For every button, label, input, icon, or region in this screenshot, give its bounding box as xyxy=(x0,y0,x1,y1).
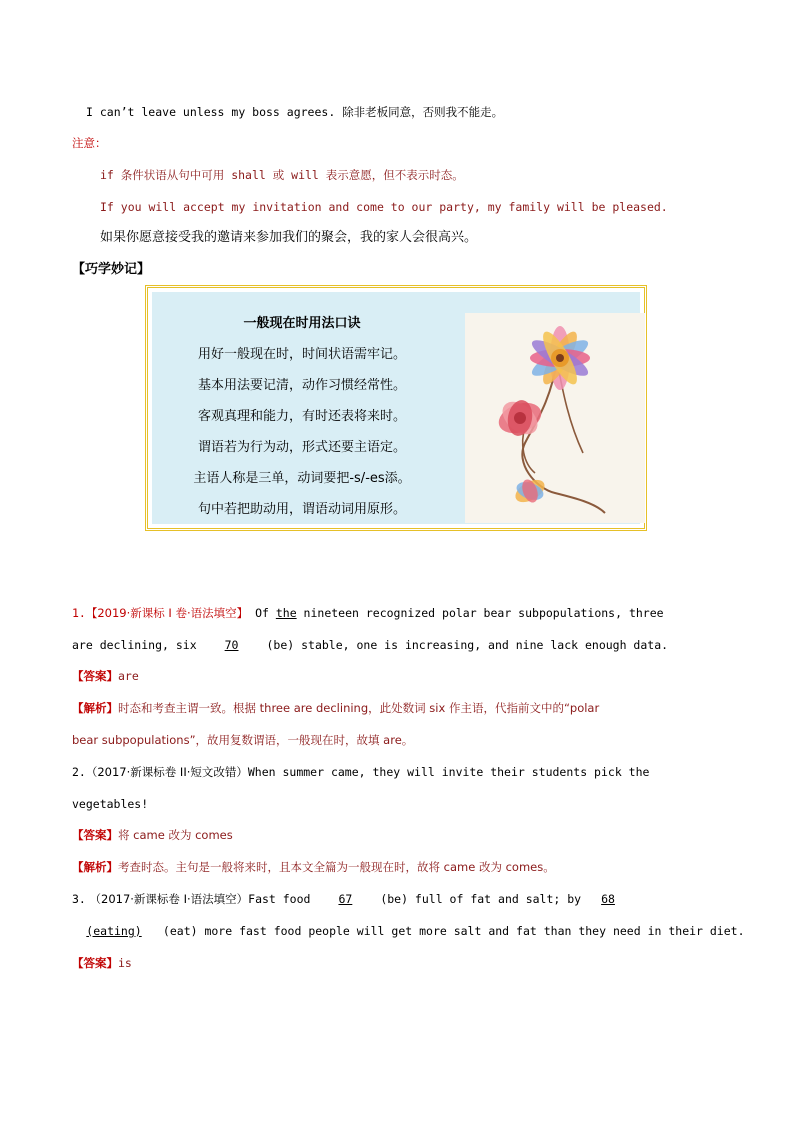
question-3-line-2 xyxy=(72,922,745,940)
answer-label: 【答案】 xyxy=(72,828,118,842)
flower-illustration xyxy=(465,313,645,523)
analysis-text: 时态和考查主谓一致。根据 three are declining，此处数词 six 作主语，代指前文中的“polar xyxy=(118,701,600,715)
question-1-line-2 xyxy=(72,636,668,654)
blank-number: 67 xyxy=(338,892,353,906)
mnemonic-panel xyxy=(152,292,640,524)
question-source: （2017·新课标卷 I·语法填空） xyxy=(85,892,249,906)
mnemonic-line: 谓语若为行为动，形式还要主语定。 xyxy=(197,440,406,455)
question-number: 2. xyxy=(72,765,86,779)
answer-2 xyxy=(72,826,233,844)
flower-icon xyxy=(465,313,645,523)
blank-number: 68 xyxy=(601,892,615,906)
answer-1 xyxy=(72,667,139,685)
question-1-line-1 xyxy=(72,604,664,622)
analysis-text: 考查时态。主句是一般将来时，且本文全篇为一般现在时，故将 came 改为 comes。 xyxy=(118,860,555,874)
question-text: (be) stable, one is increasing, and nine lack enough data. xyxy=(259,638,669,652)
mnemonic-line: 主语人称是三单，动词要把-s/-es添。 xyxy=(193,471,411,486)
question-text: (eat) more fast food people will get more salt and fat than they need in their diet. xyxy=(156,924,745,938)
example-chinese: 除非老板同意，否则我不能走。 xyxy=(342,105,504,119)
note-rule: if 条件状语从句中可用 shall 或 will 表示意愿，但不表示时态。 xyxy=(100,168,464,182)
example-sentence xyxy=(86,103,503,121)
answer-value: 将 came 改为 comes xyxy=(118,828,233,842)
question-text: Of xyxy=(248,606,276,620)
answer-label: 【答案】 xyxy=(72,956,118,970)
question-number: 1. xyxy=(72,606,86,620)
question-2-line-2: vegetables! xyxy=(72,797,149,811)
blank-answer: (eating) xyxy=(86,924,142,938)
analysis-1-line-2: bear subpopulations”，故用复数谓语，一般现在时，故填 are。 xyxy=(72,733,414,747)
question-source: （2017·新课标卷 II·短文改错） xyxy=(85,765,248,779)
note-example-chinese: 如果你愿意接受我的邀请来参加我们的聚会，我的家人会很高兴。 xyxy=(100,230,478,245)
question-3-line-1 xyxy=(72,890,628,908)
mnemonic-line: 句中若把助动用，谓语动词用原形。 xyxy=(197,502,406,517)
example-english: I can’t leave unless my boss agrees. xyxy=(86,105,336,119)
answer-3 xyxy=(72,954,132,972)
answer-label: 【答案】 xyxy=(72,669,118,683)
question-2-line-1 xyxy=(72,763,649,781)
question-text: are declining, six xyxy=(72,638,204,652)
analysis-2 xyxy=(72,858,555,876)
note-example-english: If you will accept my invitation and come to our party, my family will be pleased. xyxy=(100,200,668,214)
underlined-word: the xyxy=(275,606,297,620)
blank-number: 70 xyxy=(224,638,239,652)
mnemonic-line: 客观真理和能力，有时还表将来时。 xyxy=(197,409,406,424)
mnemonic-line: 用好一般现在时，时间状语需牢记。 xyxy=(197,347,406,362)
mnemonic-box xyxy=(145,285,647,531)
question-text: nineteen recognized polar bear subpopulations, three xyxy=(296,606,664,620)
analysis-label: 【解析】 xyxy=(72,701,118,715)
answer-value: are xyxy=(118,669,139,683)
question-text: (be) full of fat and salt; by xyxy=(373,892,589,906)
answer-value: is xyxy=(118,956,132,970)
question-number: 3. xyxy=(72,892,86,906)
mnemonic-line: 基本用法要记清，动作习惯经常性。 xyxy=(197,378,406,393)
note-label: 注意： xyxy=(72,136,107,150)
analysis-label: 【解析】 xyxy=(72,860,118,874)
analysis-1-line-1 xyxy=(72,699,599,717)
question-text: When summer came, they will invite their students pick the xyxy=(247,765,650,779)
section-label: 【巧学妙记】 xyxy=(72,262,151,277)
question-source: 【2019·新课标 I 卷·语法填空】 xyxy=(85,606,249,620)
mnemonic-title: 一般现在时用法口诀 xyxy=(243,316,361,331)
question-text: Fast food xyxy=(248,892,318,906)
